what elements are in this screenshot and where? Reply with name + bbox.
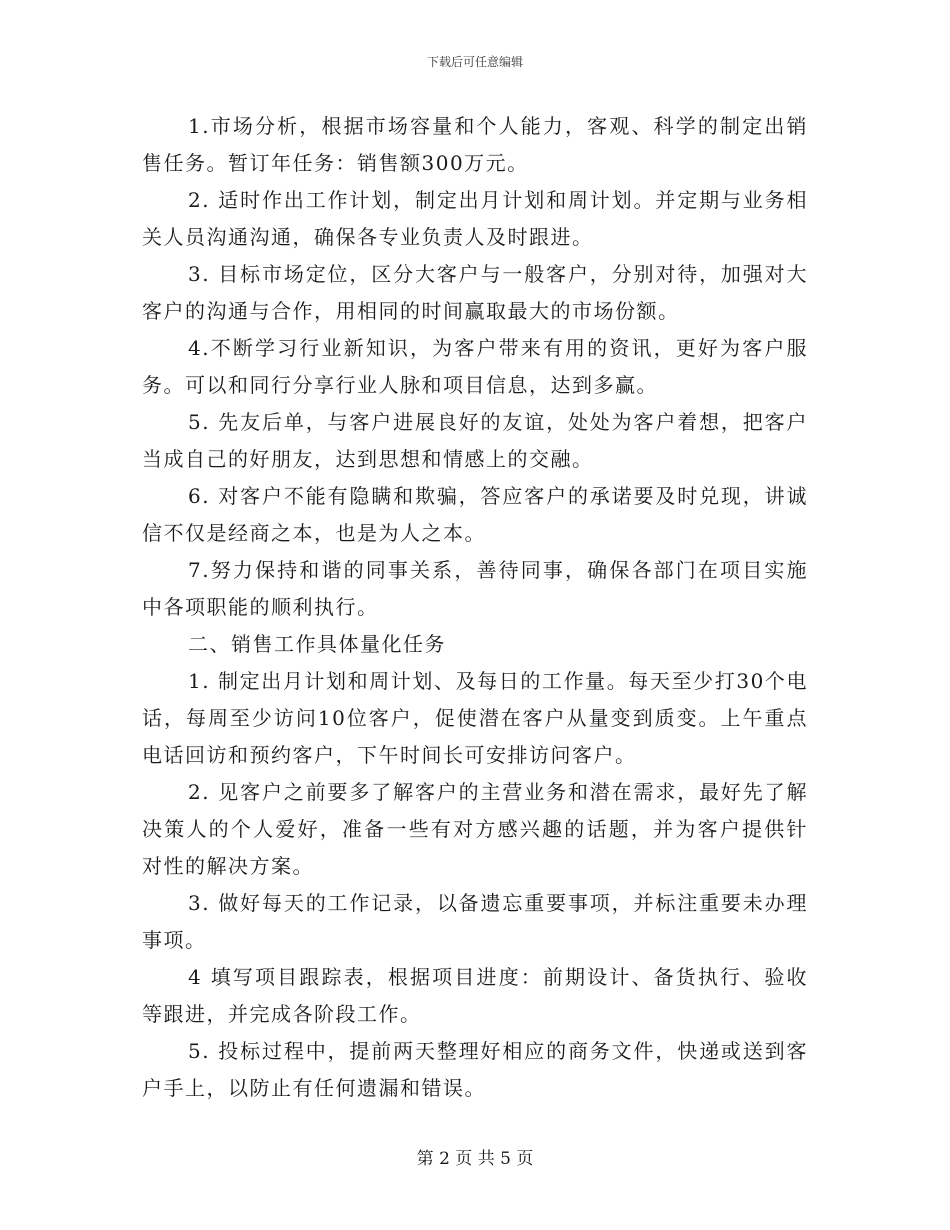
paragraph-friendship: 5. 先友后单，与客户进展良好的友谊，处处为客户着想，把客户当成自己的好朋友，达到思想和情感上的交融。: [142, 410, 808, 471]
paragraph-market-analysis: 1.市场分析，根据市场容量和个人能力，客观、科学的制定出销售任务。暂订年任务：销售额300万元。: [142, 114, 808, 175]
paragraph-project-tracking: 4 填写项目跟踪表，根据项目进度：前期设计、备货执行、验收等跟进，并完成各阶段工作。: [142, 965, 808, 1026]
paragraph-honesty: 6. 对客户不能有隐瞒和欺骗，答应客户的承诺要及时兑现，讲诚信不仅是经商之本，也是为人之本。: [142, 484, 808, 545]
section-heading: 二、销售工作具体量化任务: [188, 632, 446, 656]
paragraph-workload: 1. 制定出月计划和周计划、及每日的工作量。每天至少打30个电话，每周至少访问10位客户，促使潜在客户从量变到质变。上午重点电话回访和预约客户，下午时间长可安排访问客户。: [142, 669, 808, 767]
paragraph-learning: 4.不断学习行业新知识，为客户带来有用的资讯，更好为客户服务。可以和同行分享行业人脉和项目信息，达到多赢。: [142, 336, 808, 397]
paragraph-work-records: 3. 做好每天的工作记录，以备遗忘重要事项，并标注重要未办理事项。: [142, 891, 808, 952]
paragraph-client-prep: 2. 见客户之前要多了解客户的主营业务和潜在需求，最好先了解决策人的个人爱好，准备一些有对方感兴趣的话题，并为客户提供针对性的解决方案。: [142, 780, 808, 878]
paragraph-bidding: 5. 投标过程中，提前两天整理好相应的商务文件，快递或送到客户手上，以防止有任何遗漏和错误。: [142, 1039, 808, 1100]
page-number: 第 2 页 共 5 页: [416, 1149, 534, 1169]
document-body: [142, 108, 808, 1107]
paragraph-work-plan: 2. 适时作出工作计划，制定出月计划和周计划。并定期与业务相关人员沟通沟通，确保各专业负责人及时跟进。: [142, 188, 808, 249]
page-header: 下载后可任意编辑: [426, 55, 523, 69]
paragraph-market-positioning: 3. 目标市场定位，区分大客户与一般客户，分别对待，加强对大客户的沟通与合作，用相同的时间赢取最大的市场份额。: [142, 262, 808, 323]
paragraph-colleagues: 7.努力保持和谐的同事关系，善待同事，确保各部门在项目实施中各项职能的顺利执行。: [142, 558, 808, 619]
